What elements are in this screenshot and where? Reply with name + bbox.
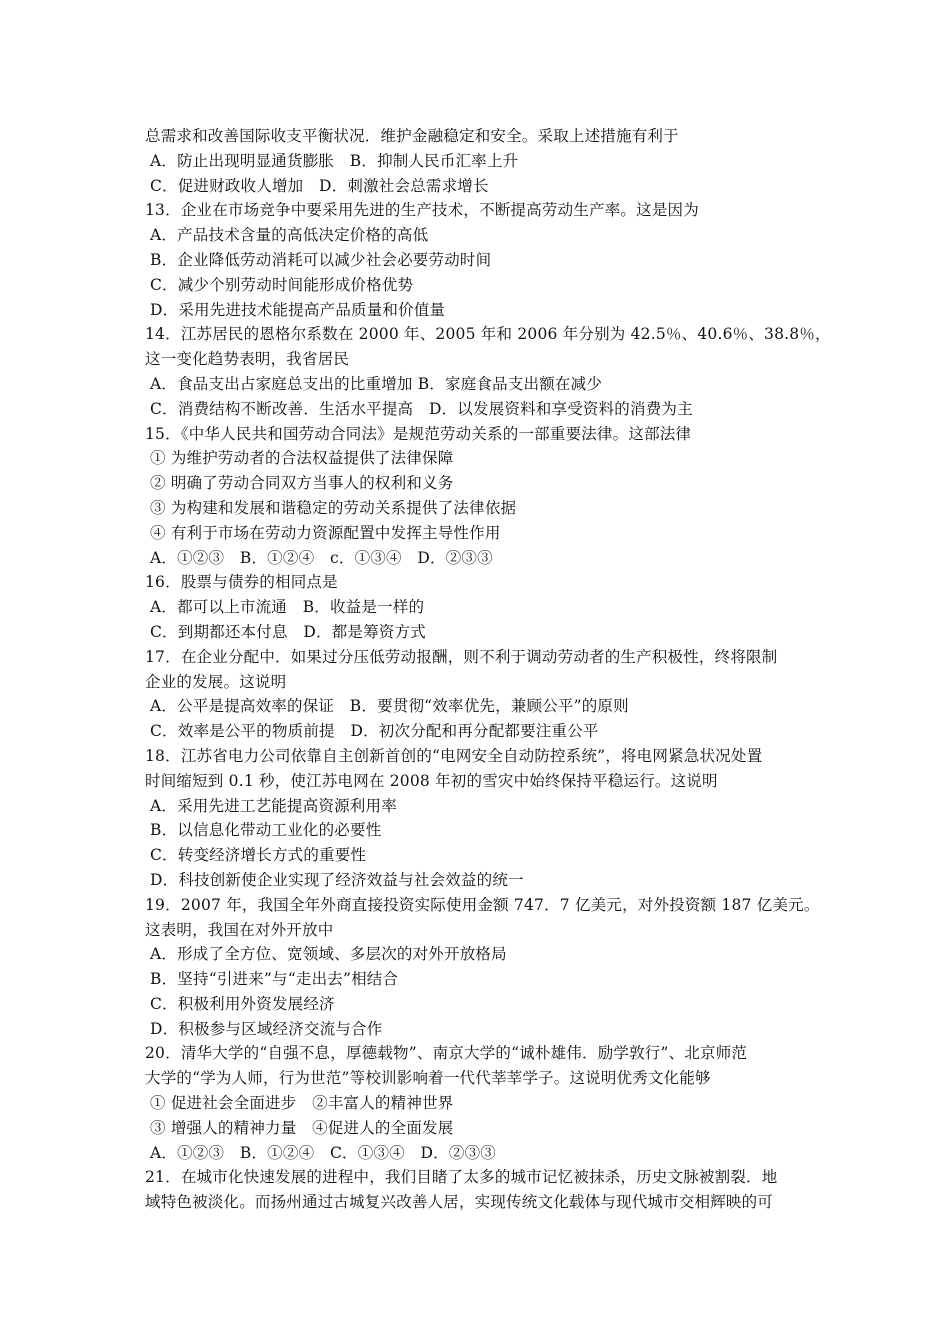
- numbered-statement: ③ 增强人的精神力量 ④促进人的全面发展: [150, 1118, 454, 1137]
- answer-options: A．都可以上市流通 B．收益是一样的: [150, 598, 425, 617]
- question-continuation: 这表明，我国在对外开放中: [145, 920, 334, 939]
- question-continuation: 这一变化趋势表明，我省居民: [145, 350, 350, 369]
- answer-options: C．到期都还本付息 D．都是筹资方式: [150, 622, 426, 641]
- answer-options: B．坚持“引进来”与“走出去”相结合: [150, 970, 399, 989]
- numbered-statement: ① 为维护劳动者的合法权益提供了法律保障: [150, 449, 454, 468]
- answer-options: A．采用先进工艺能提高资源利用率: [150, 796, 397, 815]
- answer-options: B．企业降低劳动消耗可以减少社会必要劳动时间: [150, 250, 492, 269]
- answer-options: C．积极利用外资发展经济: [150, 994, 335, 1013]
- question-continuation: 时间缩短到 0.1 秒，使江苏电网在 2008 年初的雪灾中始终保持平稳运行。这说明: [145, 771, 718, 790]
- answer-options: D．积极参与区域经济交流与合作: [150, 1019, 383, 1038]
- question-stem: 16．股票与债券的相同点是: [145, 573, 338, 592]
- answer-options: A．公平是提高效率的保证 B．要贯彻“效率优先，兼顾公平”的原则: [150, 697, 629, 716]
- answer-options: A．产品技术含量的高低决定价格的高低: [150, 226, 429, 245]
- question-continuation: 大学的“学为人师，行为世范”等校训影响着一代代莘莘学子。这说明优秀文化能够: [145, 1069, 711, 1088]
- answer-options: A．①②③ B．①②④ C．①③④ D．②③③: [150, 1143, 496, 1162]
- answer-options: A．食品支出占家庭总支出的比重增加 B．家庭食品支出额在减少: [150, 374, 603, 393]
- answer-options: B．以信息化带动工业化的必要性: [150, 821, 382, 840]
- answer-options: C．消费结构不断改善．生活水平提高 D．以发展资料和享受资料的消费为主: [150, 399, 693, 418]
- answer-options: C．促进财政收人增加 D．刺激社会总需求增长: [150, 176, 489, 195]
- answer-options: C．减少个别劳动时间能形成价格优势: [150, 275, 414, 294]
- answer-options: A．形成了全方位、宽领域、多层次的对外开放格局: [150, 945, 507, 964]
- question-stem: 14．江苏居民的恩格尔系数在 2000 年、2005 年和 2006 年分别为 42.5％、40.6％、38.8％，: [145, 325, 831, 344]
- question-continuation: 域特色被淡化。而扬州通过古城复兴改善人居，实现传统文化载体与现代城市交相辉映的可: [145, 1193, 774, 1212]
- answer-options: A．防止出现明显通货膨胀 B．抑制人民币汇率上升: [150, 151, 519, 170]
- question-continuation: 企业的发展。这说明: [145, 672, 287, 691]
- question-stem: 17．在企业分配中．如果过分压低劳动报酬，则不利于调动劳动者的生产积极性，终将限制: [145, 647, 778, 666]
- numbered-statement: ④ 有利于市场在劳动力资源配置中发挥主导性作用: [150, 523, 501, 542]
- question-continuation: 总需求和改善国际收支平衡状况．维护金融稳定和安全。采取上述措施有利于: [145, 127, 679, 145]
- question-stem: 15．《中华人民共和国劳动合同法》是规范劳动关系的一部重要法律。这部法律: [145, 424, 692, 443]
- question-stem: 19．2007 年，我国全年外商直接投资实际使用金额 747．7 亿美元，对外投资额 187 亿美元。: [145, 895, 820, 914]
- numbered-statement: ① 促进社会全面进步 ②丰富人的精神世界: [150, 1094, 454, 1113]
- numbered-statement: ② 明确了劳动合同双方当事人的权利和义务: [150, 474, 454, 493]
- document-page: [145, 124, 845, 1215]
- answer-options: C．效率是公平的物质前提 D．初次分配和再分配都要注重公平: [150, 722, 599, 741]
- answer-options: D．科技创新使企业实现了经济效益与社会效益的统一: [150, 870, 524, 889]
- question-stem: 18．江苏省电力公司依靠自主创新首创的“电网安全自动防控系统”，将电网紧急状况处置: [145, 746, 763, 765]
- answer-options: C．转变经济增长方式的重要性: [150, 846, 367, 865]
- numbered-statement: ③ 为构建和发展和谐稳定的劳动关系提供了法律依据: [150, 498, 517, 517]
- question-stem: 21．在城市化快速发展的进程中，我们目睹了太多的城市记忆被抹杀，历史文脉被割裂．地: [145, 1168, 778, 1187]
- question-stem: 20．清华大学的“自强不息，厚德载物”、南京大学的“诚朴雄伟．励学敦行”、北京师范: [145, 1044, 748, 1063]
- question-stem: 13．企业在市场竞争中要采用先进的生产技术，不断提高劳动生产率。这是因为: [145, 201, 699, 220]
- answer-options: D．采用先进技术能提高产品质量和价值量: [150, 300, 446, 319]
- answer-options: A．①②③ B．①②④ c．①③④ D．②③③: [150, 548, 493, 567]
